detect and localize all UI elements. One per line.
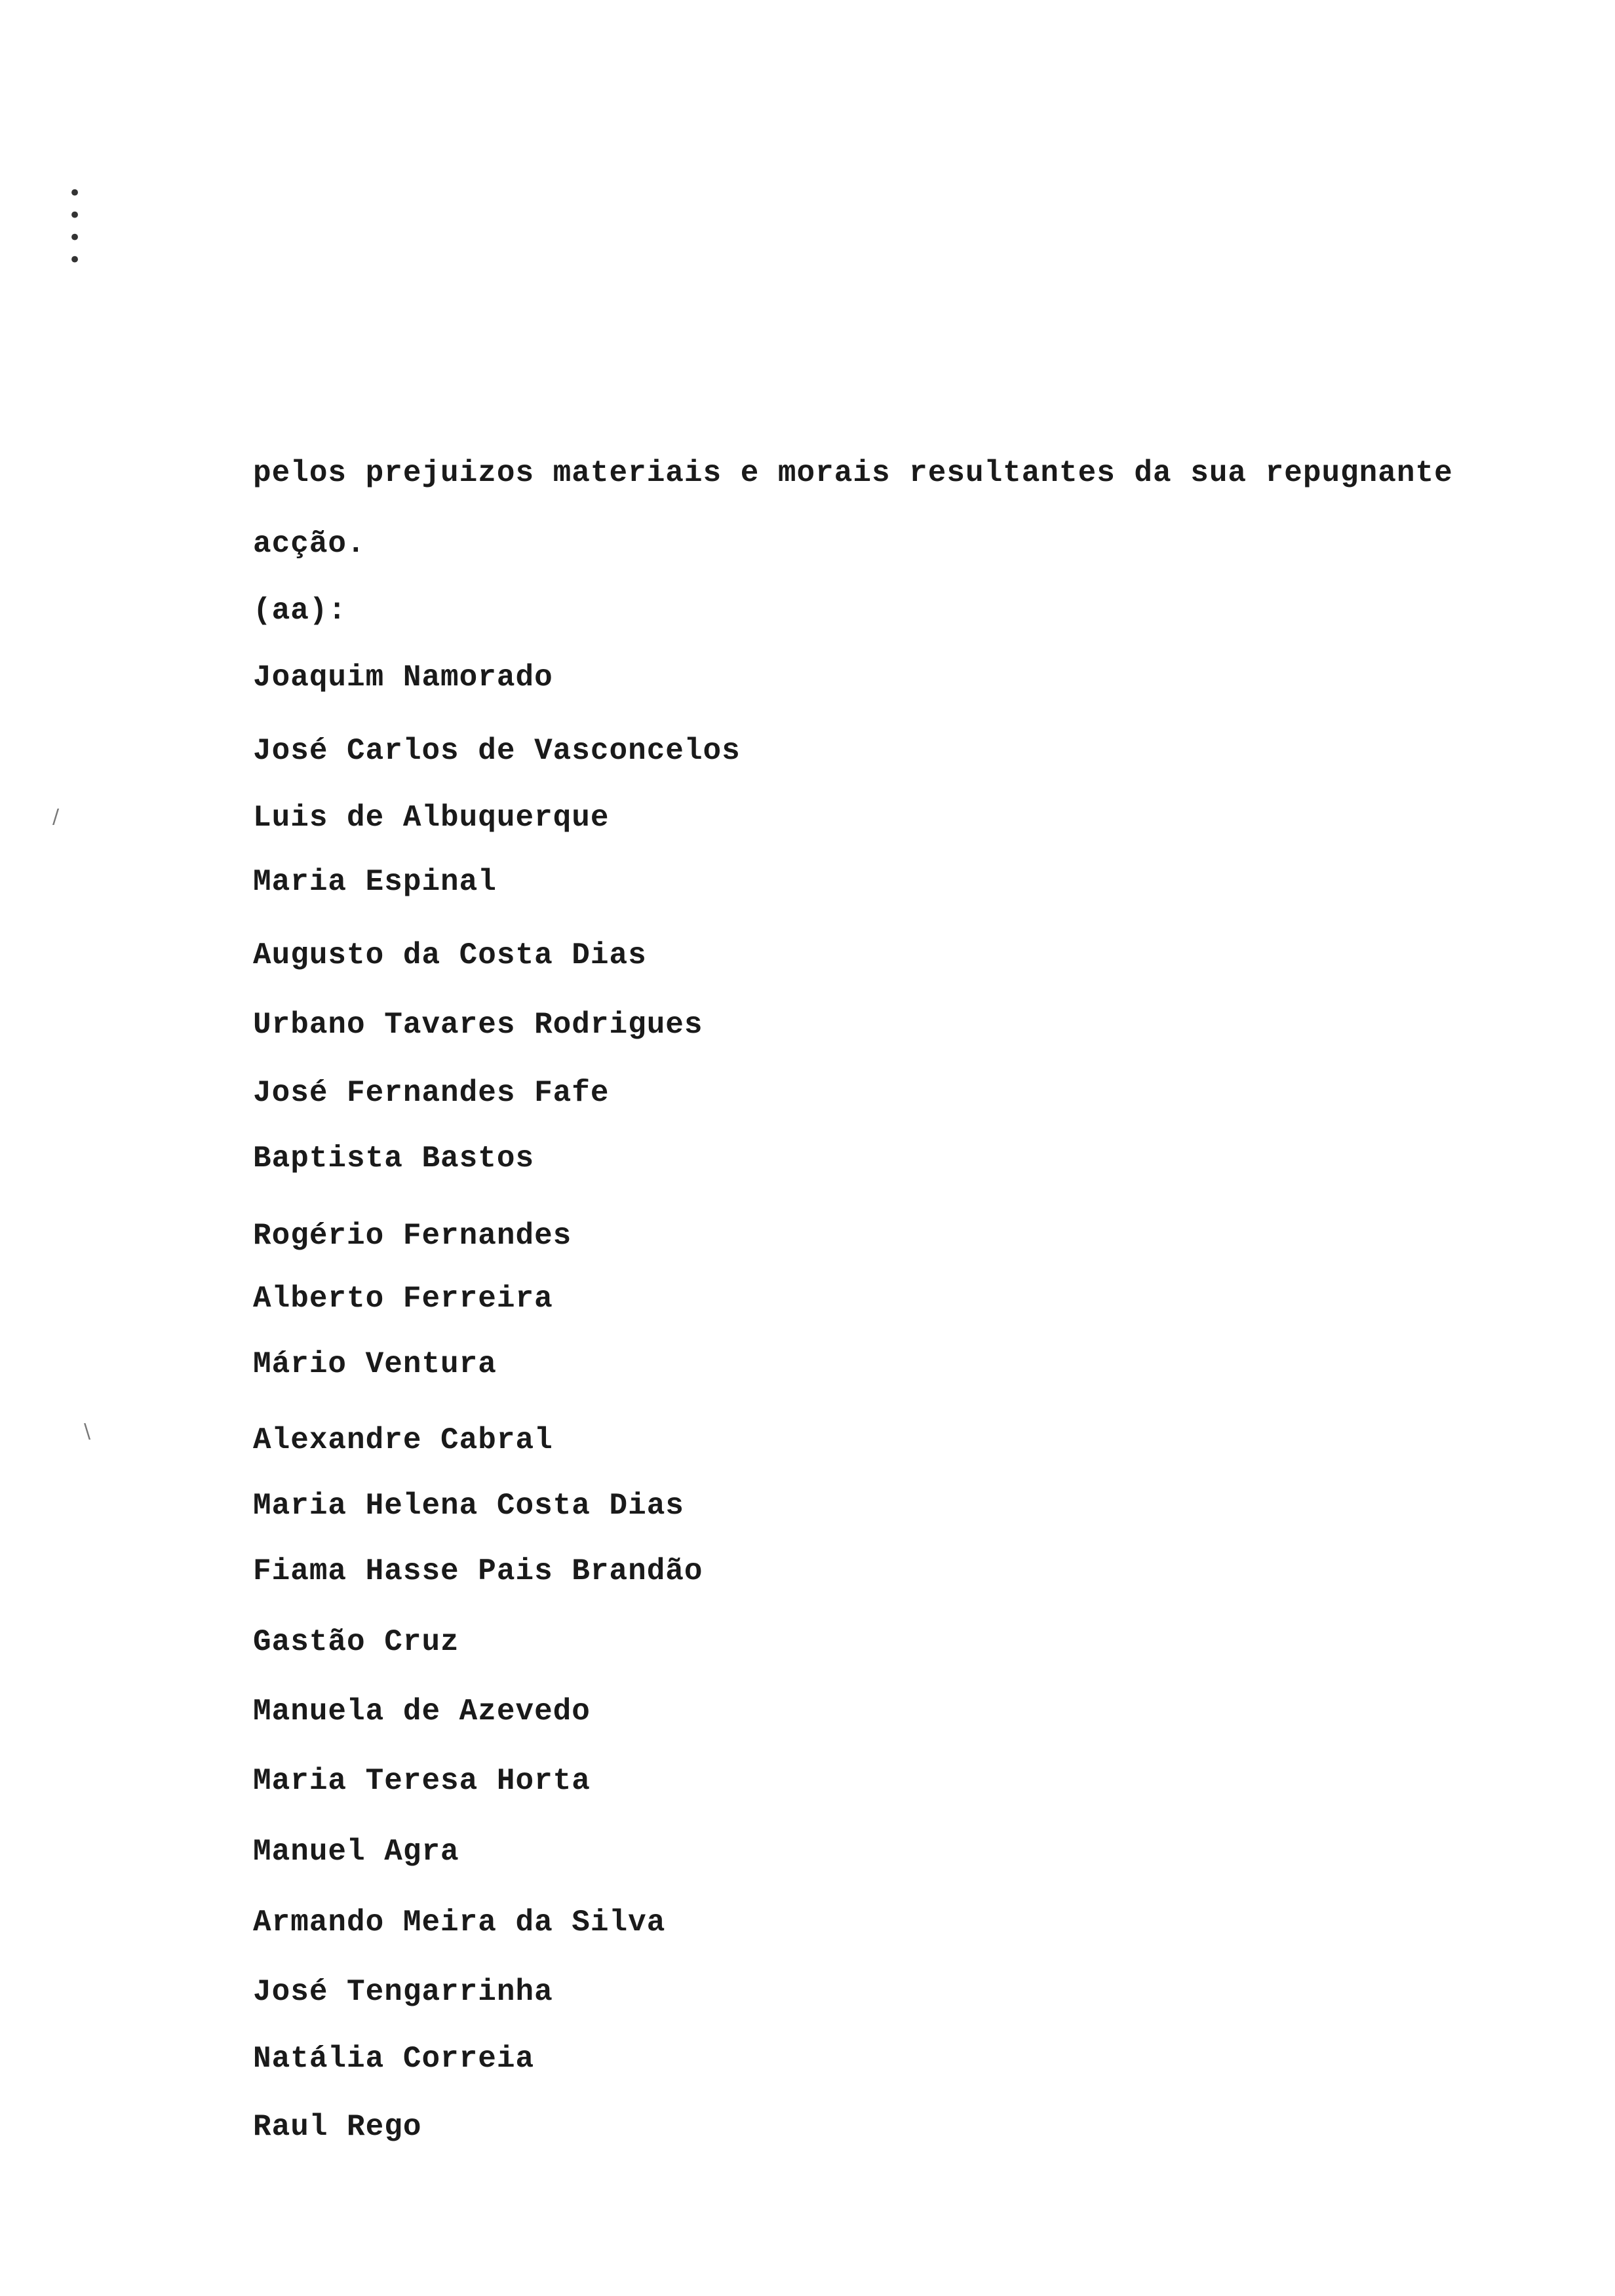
body-text-line: acção. [253,527,366,561]
margin-tick-mark: \ [84,1420,91,1443]
signatory-name: Manuela de Azevedo [253,1694,591,1729]
signatory-name: Maria Espinal [253,865,497,899]
margin-punch-marks: • • • • [68,180,82,273]
signatory-name: Urbano Tavares Rodrigues [253,1008,703,1042]
signatory-name: Alexandre Cabral [253,1423,553,1457]
signatures-heading: (aa): [253,594,347,628]
signatory-name: Manuel Agra [253,1835,459,1869]
margin-tick-mark: / [52,805,60,828]
signatory-name: Luis de Albuquerque [253,801,610,835]
signatory-name: Armando Meira da Silva [253,1905,666,1940]
signatory-name: Natália Correia [253,2042,535,2076]
signatory-name: Raul Rego [253,2110,422,2144]
signatory-name: Augusto da Costa Dias [253,938,647,972]
signatory-name: Joaquim Namorado [253,660,553,695]
signatory-name: Mário Ventura [253,1347,497,1381]
signatory-name: José Carlos de Vasconcelos [253,734,741,768]
signatory-name: José Tengarrinha [253,1975,553,2009]
signatory-name: Fiama Hasse Pais Brandão [253,1554,703,1588]
signatory-name: Gastão Cruz [253,1625,459,1659]
body-text-line: pelos prejuizos materiais e morais resultantes da sua repugnante [253,456,1453,490]
signatory-name: Maria Helena Costa Dias [253,1489,684,1523]
signatory-name: José Fernandes Fafe [253,1076,610,1110]
signatory-name: Baptista Bastos [253,1141,535,1176]
signatory-name: Alberto Ferreira [253,1282,553,1316]
signatory-name: Rogério Fernandes [253,1219,572,1253]
signatory-name: Maria Teresa Horta [253,1764,591,1798]
